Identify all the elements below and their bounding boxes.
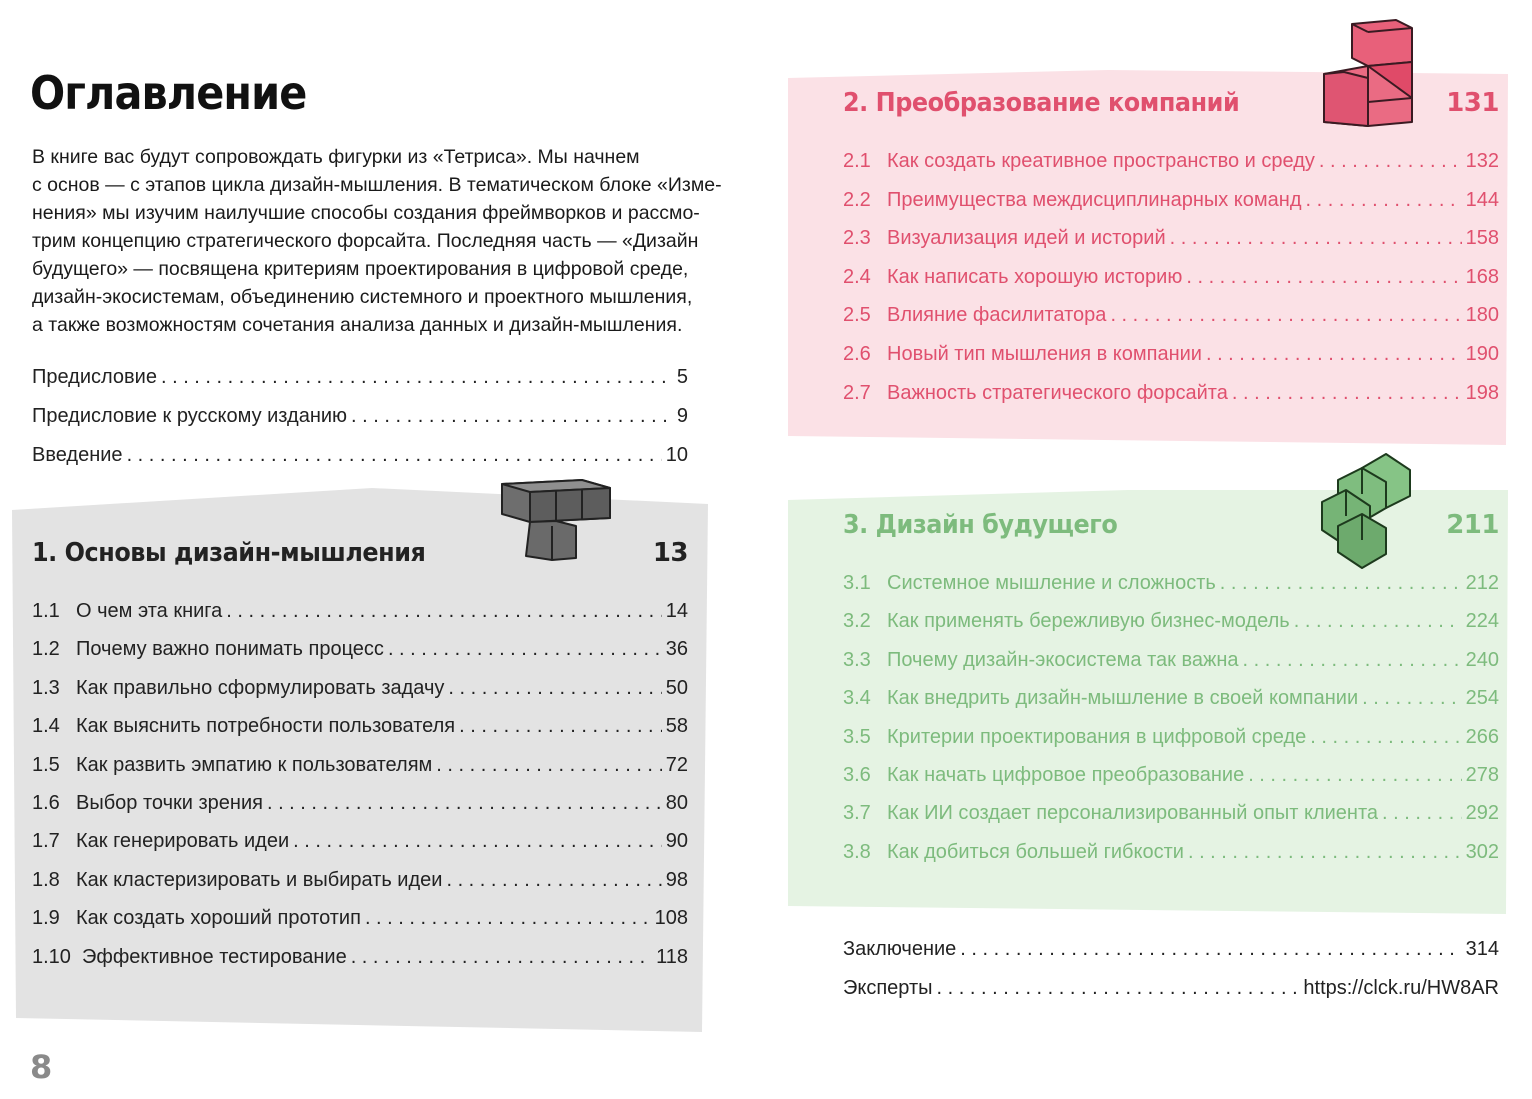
toc-item-1-3[interactable] bbox=[32, 677, 688, 707]
toc-entry-introduction[interactable] bbox=[32, 444, 688, 474]
toc-entry-title: Заключение bbox=[843, 938, 957, 960]
toc-item-page: 224 bbox=[1465, 610, 1499, 633]
toc-item-3-6[interactable] bbox=[843, 764, 1499, 794]
toc-item-1-8[interactable] bbox=[32, 869, 688, 899]
toc-item-number: 3.7 bbox=[843, 802, 871, 825]
toc-item-title: Как применять бережливую бизнес-модель bbox=[887, 610, 1290, 633]
toc-item-page: 240 bbox=[1465, 648, 1499, 671]
toc-item-page: 98 bbox=[665, 868, 688, 891]
leader-dots bbox=[459, 715, 662, 738]
toc-item-title: Как генерировать идеи bbox=[76, 830, 290, 853]
intro-line: будущего» — посвящена критериям проектирования в цифровой среде, bbox=[32, 258, 689, 280]
toc-item-1-7[interactable] bbox=[32, 830, 688, 860]
leader-dots bbox=[365, 907, 651, 930]
toc-item-3-3[interactable] bbox=[843, 649, 1499, 679]
toc-item-title: Визуализация идей и историй bbox=[887, 227, 1166, 250]
toc-item-page: 118 bbox=[656, 945, 688, 968]
toc-item-number: 2.4 bbox=[843, 265, 871, 288]
toc-entry-page: 314 bbox=[1465, 938, 1499, 960]
leader-dots bbox=[937, 977, 1300, 1000]
toc-item-title: Важность стратегического форсайта bbox=[887, 381, 1228, 404]
toc-item-number: 2.2 bbox=[843, 188, 871, 211]
toc-entry-page: 5 bbox=[676, 366, 688, 388]
toc-item-number: 1.6 bbox=[32, 792, 60, 814]
toc-item-title: Преимущества междисциплинарных команд bbox=[887, 188, 1302, 211]
leader-dots bbox=[226, 600, 661, 623]
toc-entry-page: 9 bbox=[676, 405, 688, 427]
toc-item-1-2[interactable] bbox=[32, 638, 688, 668]
toc-item-number: 3.2 bbox=[843, 610, 871, 633]
section-1-heading[interactable] bbox=[32, 538, 688, 568]
leader-dots bbox=[1248, 764, 1461, 787]
toc-item-title: Новый тип мышления в компании bbox=[887, 343, 1202, 365]
toc-item-number: 1.10 bbox=[32, 945, 71, 968]
leader-dots bbox=[1382, 802, 1462, 825]
toc-item-3-7[interactable] bbox=[843, 802, 1499, 832]
section-2-heading[interactable] bbox=[843, 88, 1499, 118]
toc-item-number: 1.2 bbox=[32, 638, 60, 661]
leader-dots bbox=[388, 638, 662, 661]
toc-item-page: 80 bbox=[665, 792, 688, 814]
toc-item-number: 2.1 bbox=[843, 150, 871, 172]
toc-item-2-2[interactable] bbox=[843, 189, 1499, 219]
toc-item-page: 90 bbox=[665, 830, 688, 853]
toc-item-1-4[interactable] bbox=[32, 715, 688, 745]
intro-line: а также возможностям сочетания анализа данных и дизайн-мышления. bbox=[32, 314, 683, 336]
toc-item-title: Как добиться большей гибкости bbox=[887, 840, 1184, 863]
toc-item-page: 144 bbox=[1465, 188, 1499, 211]
toc-entry-conclusion[interactable] bbox=[843, 938, 1499, 968]
toc-entry-russian-preface[interactable] bbox=[32, 405, 688, 435]
toc-item-page: 180 bbox=[1465, 304, 1499, 327]
section-2-page: 131 bbox=[1446, 88, 1499, 118]
toc-item-1-9[interactable] bbox=[32, 907, 688, 937]
toc-item-title: Как выяснить потребности пользователя bbox=[76, 715, 456, 738]
toc-item-page: 72 bbox=[665, 753, 688, 776]
intro-line: с основ — с этапов цикла дизайн-мышления. В тематическом блоке «Изме- bbox=[32, 174, 722, 196]
toc-item-page: 158 bbox=[1465, 227, 1499, 250]
toc-entry-title: Эксперты bbox=[843, 977, 933, 999]
toc-entry-title: Введение bbox=[32, 444, 123, 466]
toc-item-page: 14 bbox=[665, 600, 688, 622]
section-1-page: 13 bbox=[652, 538, 688, 568]
toc-item-page: 198 bbox=[1465, 381, 1499, 404]
toc-item-title: Как кластеризировать и выбирать идеи bbox=[76, 868, 443, 891]
leader-dots bbox=[1220, 572, 1462, 595]
toc-item-page: 132 bbox=[1465, 150, 1499, 172]
toc-item-2-6[interactable] bbox=[843, 343, 1499, 373]
toc-item-3-4[interactable] bbox=[843, 687, 1499, 717]
toc-item-title: Влияние фасилитатора bbox=[887, 304, 1107, 327]
leader-dots bbox=[1310, 726, 1461, 749]
toc-item-number: 3.5 bbox=[843, 725, 871, 748]
toc-item-title: Как создать хороший прототип bbox=[76, 907, 361, 930]
intro-line: нения» мы изучим наилучшие способы создания фреймворков и рассмо- bbox=[32, 202, 700, 224]
leader-dots bbox=[446, 869, 661, 892]
toc-item-title: Как создать креативное пространство и среду bbox=[887, 150, 1315, 172]
leader-dots bbox=[436, 754, 661, 777]
section-3-heading[interactable] bbox=[843, 510, 1499, 540]
toc-item-number: 1.4 bbox=[32, 715, 60, 738]
toc-item-title: Почему важно понимать процесс bbox=[76, 638, 384, 661]
toc-item-number: 3.4 bbox=[843, 687, 871, 710]
toc-item-3-1[interactable] bbox=[843, 572, 1499, 602]
toc-entry-page: 10 bbox=[665, 444, 688, 466]
toc-item-number: 1.8 bbox=[32, 868, 60, 891]
leader-dots bbox=[351, 946, 652, 969]
leader-dots bbox=[1110, 304, 1461, 327]
toc-item-2-7[interactable] bbox=[843, 382, 1499, 412]
toc-item-3-2[interactable] bbox=[843, 610, 1499, 640]
toc-item-page: 302 bbox=[1465, 840, 1499, 863]
toc-item-page: 212 bbox=[1465, 572, 1499, 594]
toc-item-number: 1.9 bbox=[32, 907, 60, 930]
page-number: 8 bbox=[30, 1048, 53, 1086]
toc-item-1-1[interactable] bbox=[32, 600, 688, 630]
leader-dots bbox=[960, 938, 1461, 961]
toc-item-number: 2.6 bbox=[843, 343, 871, 365]
leader-dots bbox=[1188, 841, 1462, 864]
intro-line: трим концепцию стратегического форсайта. Последняя часть — «Дизайн bbox=[32, 230, 699, 252]
leader-dots bbox=[293, 830, 662, 853]
toc-item-3-8[interactable] bbox=[843, 841, 1499, 871]
toc-item-title: Выбор точки зрения bbox=[76, 792, 263, 814]
toc-item-page: 254 bbox=[1465, 687, 1499, 710]
leader-dots bbox=[127, 444, 662, 467]
toc-item-number: 1.7 bbox=[32, 830, 60, 853]
toc-item-title: Системное мышление и сложность bbox=[887, 572, 1216, 594]
toc-item-page: 50 bbox=[665, 676, 688, 699]
toc-item-1-6[interactable] bbox=[32, 792, 688, 822]
toc-item-number: 3.3 bbox=[843, 648, 871, 671]
toc-item-number: 2.5 bbox=[843, 304, 871, 327]
toc-entry-title: Предисловие к русскому изданию bbox=[32, 405, 348, 427]
toc-item-number: 1.1 bbox=[32, 600, 60, 622]
toc-item-title: Как развить эмпатию к пользователям bbox=[76, 753, 433, 776]
toc-item-page: 278 bbox=[1465, 764, 1499, 786]
toc-item-page: 168 bbox=[1465, 265, 1499, 288]
toc-item-title: Как внедрить дизайн-мышление в своей компании bbox=[887, 687, 1359, 710]
toc-item-title: Как начать цифровое преобразование bbox=[887, 764, 1245, 786]
toc-entry-preface[interactable] bbox=[32, 366, 688, 396]
leader-dots bbox=[267, 792, 662, 815]
leader-dots bbox=[448, 677, 661, 700]
toc-item-number: 3.1 bbox=[843, 572, 871, 594]
leader-dots bbox=[1305, 189, 1461, 212]
toc-item-1-10[interactable] bbox=[32, 946, 688, 976]
toc-item-title: Эффективное тестирование bbox=[82, 945, 347, 968]
intro-paragraph bbox=[32, 143, 752, 339]
toc-item-title: Критерии проектирования в цифровой среде bbox=[887, 725, 1307, 748]
toc-item-page: 108 bbox=[654, 907, 688, 930]
toc-item-title: Как ИИ создает персонализированный опыт клиента bbox=[887, 802, 1379, 825]
toc-item-page: 190 bbox=[1465, 343, 1499, 365]
leader-dots bbox=[1362, 687, 1461, 710]
leader-dots bbox=[1186, 266, 1461, 289]
leader-dots bbox=[1319, 150, 1462, 173]
toc-entry-experts[interactable] bbox=[843, 977, 1499, 1007]
toc-item-number: 3.6 bbox=[843, 764, 871, 786]
toc-entry-title: Предисловие bbox=[32, 366, 157, 388]
toc-item-title: Почему дизайн-экосистема так важна bbox=[887, 648, 1239, 671]
toc-item-title: Как правильно сформулировать задачу bbox=[76, 676, 445, 699]
toc-item-2-5[interactable] bbox=[843, 304, 1499, 334]
toc-item-page: 266 bbox=[1465, 725, 1499, 748]
leader-dots bbox=[1206, 343, 1462, 366]
toc-item-2-4[interactable] bbox=[843, 266, 1499, 296]
toc-item-1-5[interactable] bbox=[32, 754, 688, 784]
section-3-page: 211 bbox=[1446, 510, 1499, 540]
leader-dots bbox=[1232, 382, 1462, 405]
intro-line: дизайн-экосистемам, объединению системного и проектного мышления, bbox=[32, 286, 693, 308]
leader-dots bbox=[351, 405, 673, 428]
toc-item-2-1[interactable] bbox=[843, 150, 1499, 180]
section-2-title: 2. Преобразование компаний bbox=[843, 88, 1240, 118]
toc-item-number: 2.7 bbox=[843, 381, 871, 404]
leader-dots bbox=[1294, 610, 1462, 633]
toc-item-title: О чем эта книга bbox=[76, 600, 223, 622]
toc-item-page: 292 bbox=[1465, 802, 1499, 825]
toc-item-3-5[interactable] bbox=[843, 726, 1499, 756]
leader-dots bbox=[1243, 649, 1462, 672]
section-1-title: 1. Основы дизайн-мышления bbox=[32, 538, 426, 568]
toc-item-number: 3.8 bbox=[843, 840, 871, 863]
toc-item-number: 1.5 bbox=[32, 753, 60, 776]
intro-line: В книге вас будут сопровождать фигурки из «Тетриса». Мы начнем bbox=[32, 146, 640, 168]
leader-dots bbox=[1170, 227, 1462, 250]
toc-item-page: 36 bbox=[665, 638, 688, 661]
page-title: Оглавление bbox=[30, 66, 307, 120]
toc-item-2-3[interactable] bbox=[843, 227, 1499, 257]
toc-item-number: 1.3 bbox=[32, 676, 60, 699]
experts-link[interactable]: https://clck.ru/HW8AR bbox=[1303, 977, 1499, 999]
leader-dots bbox=[161, 366, 673, 389]
toc-item-number: 2.3 bbox=[843, 227, 871, 250]
toc-item-page: 58 bbox=[665, 715, 688, 738]
toc-item-title: Как написать хорошую историю bbox=[887, 265, 1183, 288]
section-3-title: 3. Дизайн будущего bbox=[843, 510, 1118, 540]
